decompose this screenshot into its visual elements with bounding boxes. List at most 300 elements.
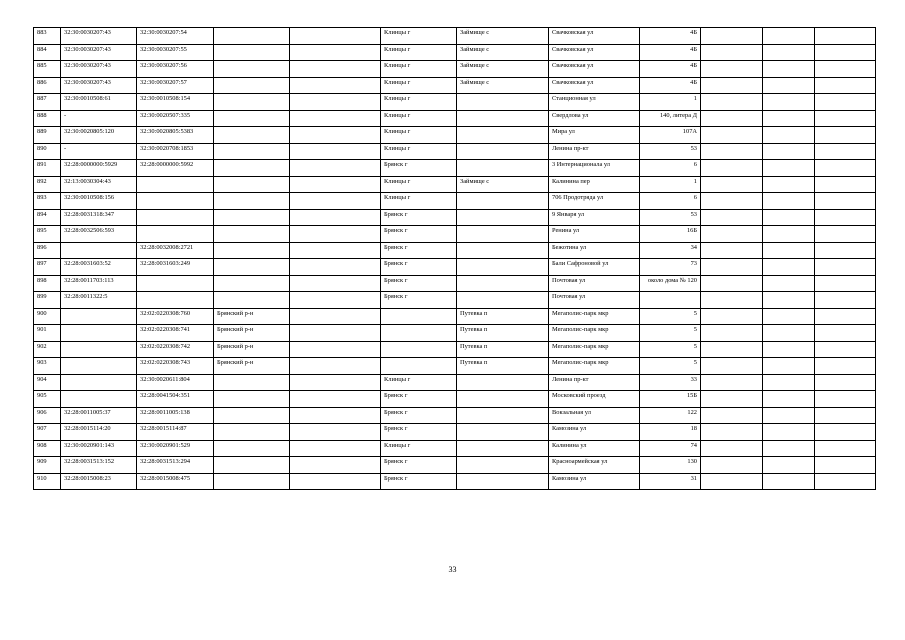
- cell-row-number: 903: [34, 358, 61, 375]
- table-row: [34, 358, 876, 375]
- cell-col-10: [701, 275, 763, 292]
- cell-col-12: [815, 308, 876, 325]
- cell-settlement: [457, 391, 549, 408]
- table-row: [34, 61, 876, 78]
- table-row: [34, 94, 876, 111]
- cell-city: Брянск г: [381, 473, 457, 490]
- cell-col-10: [701, 473, 763, 490]
- cell-row-number: 894: [34, 209, 61, 226]
- cell-col-5: [290, 127, 381, 144]
- cell-settlement: [457, 143, 549, 160]
- table-row: [34, 77, 876, 94]
- cell-col-11: [763, 193, 815, 210]
- cell-house: 6: [640, 160, 701, 177]
- cell-col-12: [815, 407, 876, 424]
- cell-row-number: 883: [34, 28, 61, 45]
- cell-cadastral-number-object: 32:02:0220308:741: [137, 325, 214, 342]
- cell-city: Брянск г: [381, 259, 457, 276]
- cell-col-11: [763, 44, 815, 61]
- cell-city: Клинцы г: [381, 44, 457, 61]
- cell-col-10: [701, 226, 763, 243]
- cell-house: [640, 292, 701, 309]
- cell-col-10: [701, 358, 763, 375]
- cell-settlement: [457, 259, 549, 276]
- cell-cadastral-number-parcel: 32:30:0010508:61: [61, 94, 137, 111]
- cell-col-11: [763, 209, 815, 226]
- cell-col-10: [701, 457, 763, 474]
- cell-street: Камозина ул: [549, 424, 640, 441]
- cell-col-10: [701, 292, 763, 309]
- cell-col-12: [815, 473, 876, 490]
- cell-cadastral-number-object: 32:28:0032008:2721: [137, 242, 214, 259]
- cell-col-10: [701, 440, 763, 457]
- cell-house: 107А: [640, 127, 701, 144]
- cell-cadastral-number-object: 32:02:0220308:760: [137, 308, 214, 325]
- cell-col-12: [815, 77, 876, 94]
- cell-col-10: [701, 193, 763, 210]
- cell-row-number: 888: [34, 110, 61, 127]
- cell-house: 15Б: [640, 391, 701, 408]
- cell-col-5: [290, 259, 381, 276]
- cell-col-10: [701, 143, 763, 160]
- cell-city: Клинцы г: [381, 61, 457, 78]
- cell-house: 140, литера Д: [640, 110, 701, 127]
- table-row: [34, 176, 876, 193]
- cell-cadastral-number-parcel: 32:28:0032506:593: [61, 226, 137, 243]
- cell-house: 130: [640, 457, 701, 474]
- cell-city: Брянск г: [381, 242, 457, 259]
- table-row: [34, 391, 876, 408]
- table-row: [34, 440, 876, 457]
- cell-col-12: [815, 143, 876, 160]
- cell-district: [214, 424, 290, 441]
- cell-col-12: [815, 391, 876, 408]
- cell-col-11: [763, 160, 815, 177]
- cell-col-10: [701, 242, 763, 259]
- cell-cadastral-number-parcel: 32:28:0031318:347: [61, 209, 137, 226]
- cell-district: Брянский р-н: [214, 358, 290, 375]
- cell-col-10: [701, 209, 763, 226]
- cell-house: около дома № 120: [640, 275, 701, 292]
- cell-street: Мегаполис-парк мкр: [549, 308, 640, 325]
- cell-cadastral-number-object: 32:30:0030207:55: [137, 44, 214, 61]
- cell-district: [214, 473, 290, 490]
- cell-district: [214, 440, 290, 457]
- cell-cadastral-number-object: [137, 275, 214, 292]
- cell-col-11: [763, 176, 815, 193]
- cell-cadastral-number-object: 32:28:0015114:87: [137, 424, 214, 441]
- table-row: [34, 242, 876, 259]
- cell-cadastral-number-parcel: 32:28:0015008:23: [61, 473, 137, 490]
- cell-district: [214, 193, 290, 210]
- cell-col-5: [290, 61, 381, 78]
- cell-cadastral-number-parcel: 32:28:0031513:152: [61, 457, 137, 474]
- cell-cadastral-number-object: [137, 226, 214, 243]
- cell-col-10: [701, 341, 763, 358]
- table-row: [34, 341, 876, 358]
- cell-col-11: [763, 143, 815, 160]
- cell-settlement: Путевка п: [457, 358, 549, 375]
- cell-col-5: [290, 292, 381, 309]
- cell-city: Клинцы г: [381, 28, 457, 45]
- cell-street: Ленина пр-кт: [549, 143, 640, 160]
- cell-col-11: [763, 407, 815, 424]
- cell-row-number: 910: [34, 473, 61, 490]
- cell-street: Калинина пер: [549, 176, 640, 193]
- cell-house: 18: [640, 424, 701, 441]
- cell-col-11: [763, 424, 815, 441]
- cell-house: 74: [640, 440, 701, 457]
- cell-col-10: [701, 407, 763, 424]
- cell-row-number: 897: [34, 259, 61, 276]
- cell-house: 16Б: [640, 226, 701, 243]
- cell-cadastral-number-parcel: [61, 391, 137, 408]
- cell-row-number: 892: [34, 176, 61, 193]
- cell-row-number: 904: [34, 374, 61, 391]
- cell-district: [214, 209, 290, 226]
- cell-col-10: [701, 127, 763, 144]
- cell-street: Мира ул: [549, 127, 640, 144]
- cell-col-5: [290, 325, 381, 342]
- table-row: [34, 457, 876, 474]
- cell-cadastral-number-object: 32:30:0020805:5383: [137, 127, 214, 144]
- cell-city: Клинцы г: [381, 176, 457, 193]
- cell-cadastral-number-object: 32:30:0030207:56: [137, 61, 214, 78]
- cell-col-11: [763, 325, 815, 342]
- cell-col-12: [815, 275, 876, 292]
- table-row: [34, 259, 876, 276]
- cell-col-12: [815, 358, 876, 375]
- cell-col-5: [290, 424, 381, 441]
- cell-cadastral-number-object: 32:30:0030207:54: [137, 28, 214, 45]
- cell-col-12: [815, 61, 876, 78]
- cell-house: 4Б: [640, 28, 701, 45]
- cell-col-12: [815, 341, 876, 358]
- cell-street: 706 Продотряда ул: [549, 193, 640, 210]
- table-row: [34, 127, 876, 144]
- cell-row-number: 893: [34, 193, 61, 210]
- cell-house: 34: [640, 242, 701, 259]
- cell-col-5: [290, 391, 381, 408]
- cell-col-5: [290, 341, 381, 358]
- table-row: [34, 292, 876, 309]
- cell-col-12: [815, 176, 876, 193]
- cell-house: 4Б: [640, 77, 701, 94]
- cell-cadastral-number-parcel: 32:28:0015114:20: [61, 424, 137, 441]
- cell-house: 5: [640, 308, 701, 325]
- cell-col-5: [290, 407, 381, 424]
- cell-col-12: [815, 94, 876, 111]
- cell-settlement: [457, 424, 549, 441]
- cell-district: [214, 242, 290, 259]
- cell-col-5: [290, 440, 381, 457]
- cell-row-number: 889: [34, 127, 61, 144]
- cell-col-5: [290, 110, 381, 127]
- cell-col-12: [815, 424, 876, 441]
- cell-cadastral-number-object: 32:28:0031513:294: [137, 457, 214, 474]
- cell-col-12: [815, 325, 876, 342]
- cell-city: [381, 325, 457, 342]
- cell-col-5: [290, 193, 381, 210]
- cell-col-11: [763, 28, 815, 45]
- cell-col-5: [290, 143, 381, 160]
- page-number: 33: [448, 565, 457, 574]
- cell-row-number: 909: [34, 457, 61, 474]
- cell-cadastral-number-parcel: 32:30:0020805:120: [61, 127, 137, 144]
- cell-district: [214, 127, 290, 144]
- cell-col-10: [701, 325, 763, 342]
- cell-house: 5: [640, 341, 701, 358]
- cell-row-number: 884: [34, 44, 61, 61]
- cell-settlement: [457, 209, 549, 226]
- cell-city: Брянск г: [381, 391, 457, 408]
- cell-settlement: Путевка п: [457, 308, 549, 325]
- cell-col-11: [763, 275, 815, 292]
- cell-col-12: [815, 209, 876, 226]
- cell-row-number: 886: [34, 77, 61, 94]
- cell-settlement: Путевка п: [457, 325, 549, 342]
- cell-district: [214, 176, 290, 193]
- cell-city: Брянск г: [381, 160, 457, 177]
- cell-city: Клинцы г: [381, 193, 457, 210]
- cell-col-11: [763, 374, 815, 391]
- cell-col-10: [701, 94, 763, 111]
- cell-house: 31: [640, 473, 701, 490]
- cell-cadastral-number-parcel: 32:28:0011703:113: [61, 275, 137, 292]
- cell-house: 1: [640, 94, 701, 111]
- cell-col-5: [290, 94, 381, 111]
- cell-house: 33: [640, 374, 701, 391]
- cell-col-10: [701, 61, 763, 78]
- table-row: [34, 275, 876, 292]
- cell-cadastral-number-parcel: 32:30:0030207:43: [61, 61, 137, 78]
- cell-col-5: [290, 374, 381, 391]
- cell-col-11: [763, 308, 815, 325]
- cell-house: 1: [640, 176, 701, 193]
- cell-district: [214, 110, 290, 127]
- cell-cadastral-number-parcel: [61, 242, 137, 259]
- cell-settlement: Путевка п: [457, 341, 549, 358]
- table-row: [34, 193, 876, 210]
- cell-row-number: 887: [34, 94, 61, 111]
- cell-district: [214, 391, 290, 408]
- cell-street: 3 Интернационала ул: [549, 160, 640, 177]
- cell-street: Бали Сафроновой ул: [549, 259, 640, 276]
- cell-city: Клинцы г: [381, 127, 457, 144]
- cell-cadastral-number-object: 32:28:0031603:249: [137, 259, 214, 276]
- cell-col-11: [763, 94, 815, 111]
- cell-cadastral-number-object: 32:28:0011005:138: [137, 407, 214, 424]
- cell-col-10: [701, 374, 763, 391]
- cell-cadastral-number-object: 32:28:0000000:5992: [137, 160, 214, 177]
- cell-col-5: [290, 242, 381, 259]
- cell-cadastral-number-parcel: 32:28:0011322:5: [61, 292, 137, 309]
- table-row: [34, 308, 876, 325]
- cell-col-11: [763, 226, 815, 243]
- cell-col-12: [815, 242, 876, 259]
- cell-row-number: 891: [34, 160, 61, 177]
- cell-col-5: [290, 160, 381, 177]
- cell-settlement: Займище с: [457, 28, 549, 45]
- cell-cadastral-number-object: 32:30:0030207:57: [137, 77, 214, 94]
- cell-cadastral-number-parcel: 32:30:0010508:156: [61, 193, 137, 210]
- table-row: [34, 325, 876, 342]
- cell-district: [214, 77, 290, 94]
- cell-cadastral-number-parcel: 32:30:0020901:143: [61, 440, 137, 457]
- cell-row-number: 905: [34, 391, 61, 408]
- cell-settlement: [457, 242, 549, 259]
- cell-street: Мегаполис-парк мкр: [549, 341, 640, 358]
- cell-district: Брянский р-н: [214, 308, 290, 325]
- cell-house: 53: [640, 143, 701, 160]
- cell-district: Брянский р-н: [214, 325, 290, 342]
- cell-row-number: 885: [34, 61, 61, 78]
- cell-cadastral-number-object: 32:28:0015008:475: [137, 473, 214, 490]
- cell-settlement: [457, 275, 549, 292]
- cell-col-11: [763, 391, 815, 408]
- cell-col-12: [815, 44, 876, 61]
- cell-cadastral-number-object: 32:28:0041504:351: [137, 391, 214, 408]
- cell-cadastral-number-parcel: [61, 358, 137, 375]
- cell-col-5: [290, 176, 381, 193]
- cell-city: Клинцы г: [381, 440, 457, 457]
- cell-row-number: 901: [34, 325, 61, 342]
- cell-house: 5: [640, 325, 701, 342]
- table-row: [34, 226, 876, 243]
- cell-street: Свачковская ул: [549, 61, 640, 78]
- cell-col-12: [815, 374, 876, 391]
- cell-settlement: [457, 473, 549, 490]
- cell-settlement: [457, 440, 549, 457]
- cell-settlement: [457, 292, 549, 309]
- table-row: [34, 473, 876, 490]
- cell-cadastral-number-parcel: -: [61, 110, 137, 127]
- table-row: [34, 44, 876, 61]
- cell-cadastral-number-object: 32:30:0020611:804: [137, 374, 214, 391]
- table-row: [34, 143, 876, 160]
- cell-city: [381, 358, 457, 375]
- cell-col-10: [701, 77, 763, 94]
- cell-col-5: [290, 44, 381, 61]
- cell-col-10: [701, 160, 763, 177]
- cell-settlement: Займище с: [457, 44, 549, 61]
- cell-district: [214, 28, 290, 45]
- cell-street: 9 Января ул: [549, 209, 640, 226]
- cell-col-11: [763, 242, 815, 259]
- cell-street: Мегаполис-парк мкр: [549, 358, 640, 375]
- cell-cadastral-number-parcel: 32:30:0030207:43: [61, 77, 137, 94]
- cell-row-number: 908: [34, 440, 61, 457]
- table-row: [34, 424, 876, 441]
- cell-street: Бежотина ул: [549, 242, 640, 259]
- cell-row-number: 906: [34, 407, 61, 424]
- cell-cadastral-number-parcel: 32:28:0011005:37: [61, 407, 137, 424]
- cell-district: [214, 259, 290, 276]
- cell-col-11: [763, 440, 815, 457]
- cell-col-10: [701, 44, 763, 61]
- cell-row-number: 900: [34, 308, 61, 325]
- cell-street: Свачковская ул: [549, 28, 640, 45]
- cell-cadastral-number-object: [137, 176, 214, 193]
- cell-city: Брянск г: [381, 275, 457, 292]
- cell-col-11: [763, 457, 815, 474]
- cell-street: Московский проезд: [549, 391, 640, 408]
- cell-settlement: [457, 457, 549, 474]
- cell-settlement: [457, 374, 549, 391]
- cell-street: Станционная ул: [549, 94, 640, 111]
- cell-col-5: [290, 358, 381, 375]
- cell-settlement: [457, 110, 549, 127]
- cell-street: Камозина ул: [549, 473, 640, 490]
- cell-cadastral-number-object: 32:30:0020901:529: [137, 440, 214, 457]
- cell-city: Клинцы г: [381, 77, 457, 94]
- table-row: [34, 407, 876, 424]
- cell-col-5: [290, 209, 381, 226]
- cell-col-12: [815, 127, 876, 144]
- cell-col-12: [815, 259, 876, 276]
- cell-street: Свачковская ул: [549, 77, 640, 94]
- cell-house: 5: [640, 358, 701, 375]
- cell-col-5: [290, 275, 381, 292]
- cell-col-5: [290, 77, 381, 94]
- cell-district: [214, 407, 290, 424]
- cell-settlement: Займище с: [457, 77, 549, 94]
- cell-settlement: [457, 160, 549, 177]
- cell-row-number: 902: [34, 341, 61, 358]
- table-row: [34, 28, 876, 45]
- cell-district: [214, 226, 290, 243]
- cell-city: [381, 308, 457, 325]
- register-table: [33, 27, 876, 490]
- cell-row-number: 890: [34, 143, 61, 160]
- cell-cadastral-number-object: 32:30:0010508:154: [137, 94, 214, 111]
- cell-city: Брянск г: [381, 424, 457, 441]
- cell-city: Брянск г: [381, 407, 457, 424]
- cell-row-number: 896: [34, 242, 61, 259]
- cell-city: Клинцы г: [381, 110, 457, 127]
- cell-cadastral-number-object: 32:02:0220308:743: [137, 358, 214, 375]
- cell-cadastral-number-parcel: [61, 308, 137, 325]
- cell-col-10: [701, 308, 763, 325]
- cell-cadastral-number-object: [137, 209, 214, 226]
- cell-settlement: [457, 193, 549, 210]
- cell-col-11: [763, 259, 815, 276]
- table-row: [34, 160, 876, 177]
- cell-col-5: [290, 457, 381, 474]
- cell-cadastral-number-object: [137, 193, 214, 210]
- cell-district: [214, 143, 290, 160]
- cell-settlement: [457, 127, 549, 144]
- cell-district: [214, 457, 290, 474]
- cell-col-11: [763, 473, 815, 490]
- cell-settlement: [457, 94, 549, 111]
- cell-city: Брянск г: [381, 457, 457, 474]
- cell-district: [214, 61, 290, 78]
- cell-district: [214, 160, 290, 177]
- cell-col-10: [701, 28, 763, 45]
- cell-city: Брянск г: [381, 226, 457, 243]
- cell-street: Почтовая ул: [549, 292, 640, 309]
- cell-district: [214, 94, 290, 111]
- cell-col-11: [763, 292, 815, 309]
- cell-cadastral-number-parcel: 32:30:0030207:43: [61, 28, 137, 45]
- cell-col-5: [290, 308, 381, 325]
- cell-col-10: [701, 259, 763, 276]
- cell-city: Клинцы г: [381, 94, 457, 111]
- cell-row-number: 899: [34, 292, 61, 309]
- cell-col-10: [701, 391, 763, 408]
- cell-district: [214, 292, 290, 309]
